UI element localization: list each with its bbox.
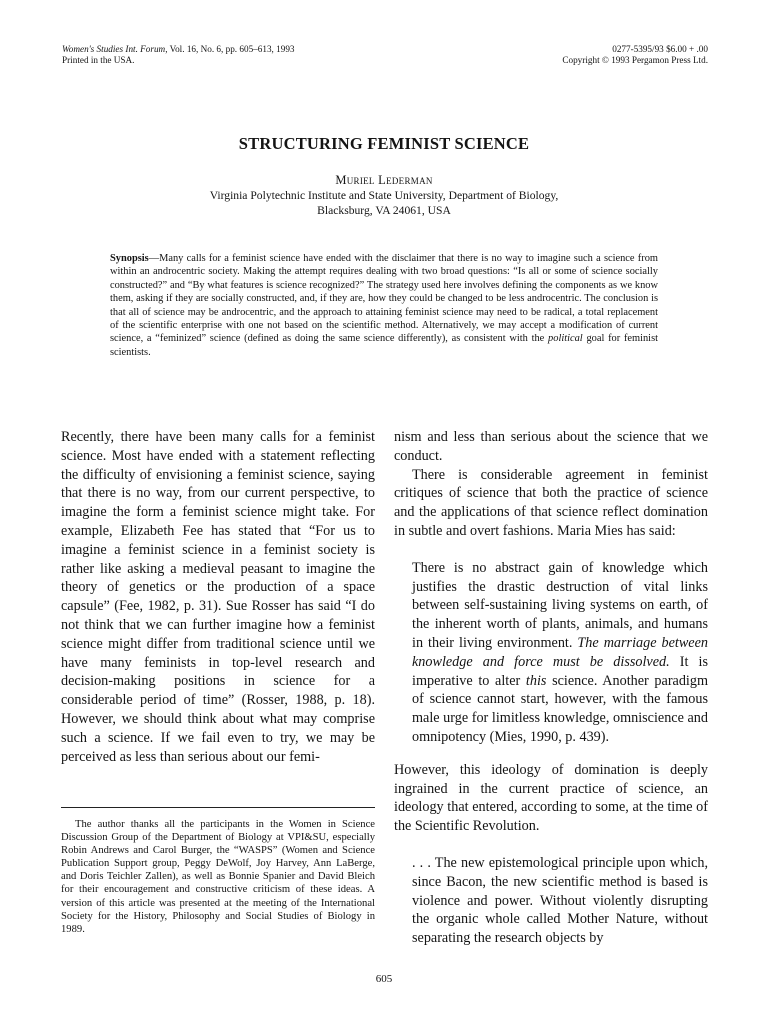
synopsis-label: Synopsis xyxy=(110,253,149,264)
citation-details: , Vol. 16, No. 6, pp. 605–613, 1993 xyxy=(165,44,295,54)
synopsis-italic-word: political xyxy=(548,333,583,345)
quote-text-a: There is no abstract gain of knowledge which justifies the drastic destruction of vital links between self-sustaining living systems on earth, of the inherent worth of plants, animals, and humans in their living environment. xyxy=(412,559,708,651)
author-affiliation xyxy=(150,188,618,218)
synopsis-abstract xyxy=(110,252,658,359)
intro-paragraph: Recently, there have been many calls for a feminist science. Most have ended with a statement reflecting the difficulty of envisioning a feminist science, saying that there is no way, from our current perspective, to imagine the form a feminist science might take. For example, Elizabeth Fee has stated that “For us to imagine a feminist science in a feminist society is rather like asking a medieval peasant to imagine the theory of genetics or the production of a space capsule” (Fee, 1982, p. 31). Sue Rosser has said “I do not think that we can further imagine how a feminist science might differ from traditional science until we have many feminists in top-level research and decision-making positions in science for a considerable period of time” (Rosser, 1988, p. 18). However, we should think about what may comprise such a science. If we fail even to try, we may be perceived as less than serious about our femi- xyxy=(61,429,375,765)
block-quote-mies xyxy=(412,559,708,747)
synopsis-text: —Many calls for a feminist science have ended with the disclaimer that there is no way to imagine such a science from within an androcentric society. Making the attempt requires dealing with two broad questions: “Is all or some of science socially constructed?” and “By what features is science recognized?” The strategy used here involves defining the components as we know them, asking if they are socially constructed, and, if they are, how they could be changed to be less androcentric. The conclusion is that all of science may be androcentric, and the approach to attaining feminist science may need to be radical, a total replacement of the scientific enterprise with one not based on the scientific method. Alternatively, we may accept a modification of current science, a “feminized” science (defined as doing the same science differently), as consistent with the xyxy=(110,253,658,345)
author-footnote: The author thanks all the participants in the Women in Science Discussion Group of the Department of Biology at VPI&SU, especially Robin Andrews and Carol Burger, the “WASPS” (Women and Science Publication Support group, Peggy DeWolf, Joy Harvey, Ann LaBerge, and Doris Teichler Zallen), as well as Bonnie Spanier and David Bleich for their encouragement and constructive criticism of these ideas. A version of this article was presented at the meeting of the International Society for the History, Philosophy and Social Studies of Biology in 1989. xyxy=(61,819,375,935)
footnote-divider xyxy=(61,807,375,808)
quote-italic-phrase: The marriage between knowledge and force must be dissolved. xyxy=(412,634,708,670)
affiliation-line-2: Blacksburg, VA 24061, USA xyxy=(317,204,451,217)
page-number: 605 xyxy=(375,973,393,985)
article-title: STRUCTURING FEMINIST SCIENCE xyxy=(238,134,530,153)
author-name: Muriel Lederman xyxy=(335,173,433,187)
running-header-left xyxy=(62,44,295,66)
quote-text-c: science. Another paradigm of science cannot start, however, with the famous male urge for limitless knowledge, omniscience and omnipotency (Mies, 1990, p. 439). xyxy=(412,672,709,745)
journal-name: Women's Studies Int. Forum xyxy=(62,44,166,54)
block-quote-bacon: . . . The new epistemological principle upon which, since Bacon, the new scientific method is based is violence and power. Without violently disrupting the organic whole called Mother Nature, without separating the research objects by xyxy=(412,854,708,947)
paragraph-domination: There is considerable agreement in feminist critiques of science that both the practice of science and the applications of that science reflect domination in subtle and overt fashions. Maria Mies has said: xyxy=(394,466,708,539)
printed-in: Printed in the USA. xyxy=(62,55,135,65)
journal-citation xyxy=(62,44,295,55)
copyright-line: Copyright © 1993 Pergamon Press Ltd. xyxy=(562,55,708,65)
body-column-right xyxy=(394,428,708,962)
quote-text-b: It is imperative to alter xyxy=(412,653,708,689)
paragraph-ideology: However, this ideology of domination is deeply ingrained in the current practice of science, an ideology that entered, according to some, at the time of the Scientific Revolution. xyxy=(394,761,708,835)
issn-price: 0277-5395/93 $6.00 + .00 xyxy=(612,44,708,54)
running-header-right xyxy=(562,44,708,66)
continued-paragraph: nism and less than serious about the science that we conduct. xyxy=(394,429,708,464)
affiliation-line-1: Virginia Polytechnic Institute and State University, Department of Biology, xyxy=(209,189,559,202)
synopsis-end: goal for feminist scientists. xyxy=(110,333,658,358)
body-column-left xyxy=(61,428,375,766)
quote-italic-this: this xyxy=(525,672,547,689)
